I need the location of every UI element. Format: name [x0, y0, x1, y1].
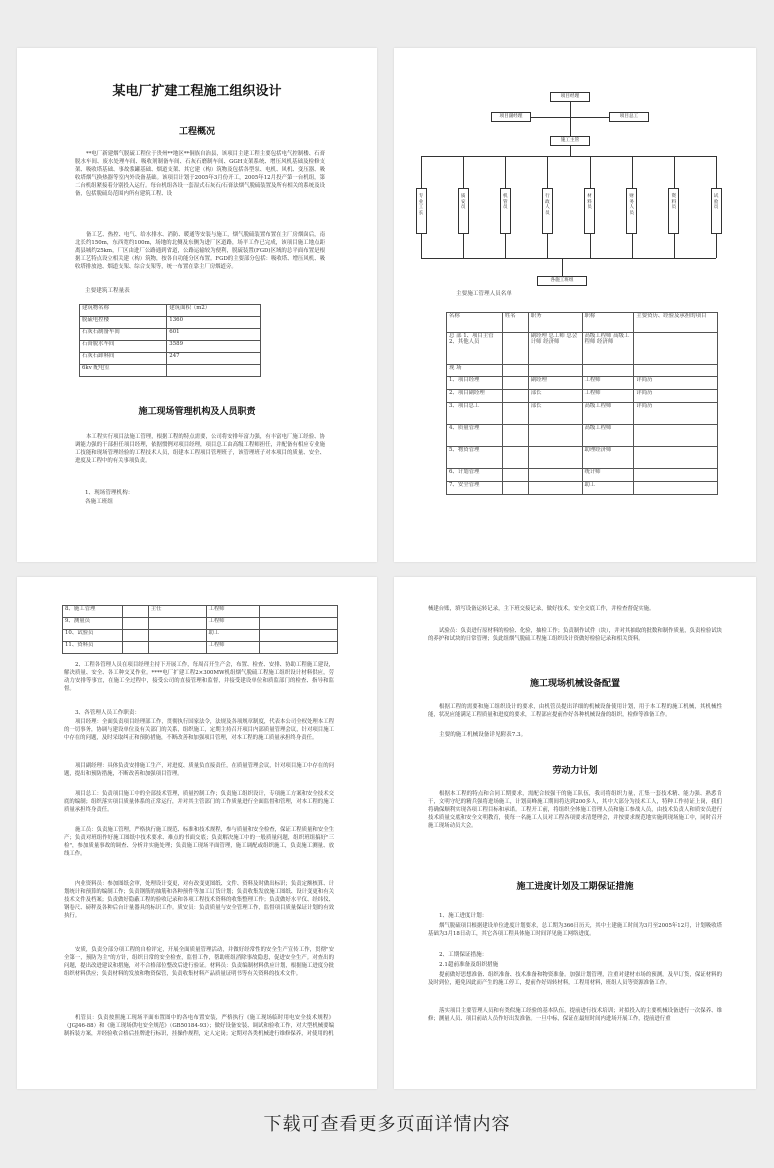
staff-list-title: 主要施工管理人员名单	[456, 291, 512, 297]
table-cell	[260, 618, 338, 630]
table-row	[80, 341, 261, 353]
table-cell	[260, 630, 338, 642]
table-row	[63, 618, 338, 630]
table-cell	[634, 425, 718, 447]
org-box-department: 机管员	[500, 188, 511, 234]
table-cell: 1、项目经理	[447, 377, 503, 390]
table-cell: 2、项目副经理	[447, 390, 503, 403]
page4-paragraph-3: 根据工程的需要和施工组织设计的要求，由机管员提出详细的机械设备使用计划，用于本工程的施工机械，其机械性能，状况应能满足工程质量和进度的要求，工程部应提前作好各种机械设备的组织，检修等准备工作。	[428, 704, 722, 719]
table-cell	[148, 630, 206, 642]
table-cell: 副经理 总工师 总会计师 经济师	[528, 333, 582, 365]
page4-paragraph-1: 械建台账，填写设备运转记录，主下班交接记录，做好技术，安全交底工作，并检查督促实施。	[428, 606, 655, 612]
overview-paragraph-1: **电厂新建烟气脱硫工程位于贵州**地区**侗族自治县，该项目主建工程主要包括电气控制楼、石膏脱水车间、废水处理车间、吸收剂制备车间、石灰石磨制车间、GGH支架系统、增压风机基础及检修支架、吸收塔基础、事故浆罐基础、烟道支架、其它建（构）筑物及包括各型泵、电机、风机、变压器、吸收塔烟气换热器等室内外设备基础。该项目计划于2005年3月份开工，2005年12月投产第一台机组，第二台机组紧接着分别投入运行。每台机组各设一套湿式石灰石/石膏法烟气脱硫装置及所有相关的系统及设备，包括脱硫岛范围内所有建筑工程、设	[75, 151, 325, 198]
table-cell: 高级工程师	[582, 403, 634, 425]
page4-line-preparation: 2.1超前准备及组织措施	[439, 962, 499, 968]
table-row	[447, 482, 718, 495]
table-row	[447, 403, 718, 425]
table-row	[80, 317, 261, 329]
page3-paragraph-1: 2、工程各管理人员在项目经理主持下开展工作，每周召开生产会，布置、检查、安排、协助工程施工建设，解决质量、安全、各工种交叉作业。****电厂扩建工程2×300MW机组烟气脱硫工程施工组织设计材料供应，劳动力安排等事宜，在施工全过程中，接受公司的直接管理和监督，并接受建设单位和质监部门的检查、指导和监督。	[64, 662, 334, 693]
table-cell	[634, 333, 718, 365]
org-box-department: 质安员	[458, 188, 469, 234]
table-cell: 石膏脱水车间	[80, 341, 167, 353]
table-cell: 工程师	[582, 390, 634, 403]
table-row	[447, 365, 718, 377]
table-cell: 工程师	[206, 606, 260, 618]
table-cell: 助工	[206, 630, 260, 642]
table-cell: 详简历	[634, 390, 718, 403]
section-title-overview: 工程概况	[178, 127, 215, 137]
page4-paragraph-staffing: 落实项目主要管理人员和有类似施工经验的基本队伍，提前进行技术培训；对拟投入的主要机械设备进行一次保养、维修；测量人员、项目前站人员作好出发准备。一旦中标，保证在最短时间内进场开展工作，提前进行重	[428, 1008, 722, 1023]
table-header-row	[447, 313, 718, 333]
table-row	[447, 469, 718, 482]
building-volume-table	[79, 304, 261, 377]
table-cell	[260, 606, 338, 618]
org-box-department: 财务人员	[626, 188, 637, 234]
table-cell: 石灰石制备车间	[80, 329, 167, 341]
management-line-2: 各施工班组	[85, 499, 113, 505]
page3-paragraph-chief: 项目总工：负责项目施工中的全部技术管理，质量控制工作；负责施工组织设计，专项施工方案和安全技术交底的编制；组织落实项目质量体系的正常运行，并对其主管部门的工作质量进行全面监督和管理，对本工程的施工质量承担终身责任。	[64, 791, 334, 814]
table-cell: 247	[167, 353, 261, 365]
table-cell: 8、施工管理	[63, 606, 123, 618]
table-cell	[260, 642, 338, 654]
table-row	[447, 377, 718, 390]
table-cell: 助工	[582, 482, 634, 495]
page3-paragraph-machinery: 机管员：负责按照施工现场平面布置图中的各电布置安装，严格执行《施工现场临时用电安全技术规程》（JGJ46-88）和《施工现场供电安全规范》（GB50184-93）；做好设备安装、调试和验收工作，对大型机械要编制拆装方案，并经验收合格后挂牌进行标识，挂操作规程，定人定岗；定期对各类机械进行维修保养，对使用的机	[64, 1015, 334, 1038]
download-more-banner[interactable]: 下载可查看更多页面详情内容	[263, 1114, 511, 1135]
page4-paragraph-preparation: 提前做好思想准备、组织准备、技术准备和物资准备。加强计划管理，注重对建材市场的预测，及早订货，保证材料的及时到位，避免因此而产生的施工停工，提前作好周转材料，工程用材料，班组人员等资源准备工作。	[428, 972, 722, 987]
table-cell: 6、计划管理	[447, 469, 503, 482]
org-box-chief-engineer: 项目总工	[609, 112, 649, 122]
table-cell: 脱硫电控楼	[80, 317, 167, 329]
org-box-department: 行政人员	[542, 188, 553, 234]
table-cell	[148, 618, 206, 630]
table-cell	[634, 469, 718, 482]
management-line-1: 1、现场管理机构：	[85, 490, 134, 496]
table-row	[80, 365, 261, 377]
overview-paragraph-2: 备工艺、热控、电气、给水排水、消防、暖通等安装与施工，烟气脱硫装置布置在主厂房烟囱后，南北长约150m，东西宽约100m，场地的北侧及东侧为进厂区道路，场平工作已完成，该项目施工地点距离县城约25km，厂区由进厂公路通到省道，公路运输较为便利，脱硫装置(FGD)区域的总平面布置是根据工艺特点设立相关建（构）筑物，按各自功能分区布置。FGD的主要部分包括：吸收塔、增压风机、吸收塔排放池、烟道支架、综合支架等，统一布置在靠主厂房烟道旁。	[75, 232, 325, 271]
page4-line-schedule: 1、施工进度计划：	[439, 913, 488, 919]
table-row	[447, 425, 718, 447]
table-cell: 部长	[528, 403, 582, 425]
table-cell: 高级工程师 高级工程师 经济师	[582, 333, 634, 365]
table-header-cell: 姓名	[502, 313, 528, 333]
table-cell: 3589	[167, 341, 261, 353]
page3-paragraph-deputy: 项目副经理：具体负责安排施工生产，对进度、质量负直接责任，在质量管理会议，针对项目施工中存在的问题，提出和预防措施，不断改善和加强项目管理。	[64, 763, 334, 778]
org-box-deputy-manager: 项目副经理	[491, 112, 531, 122]
table-row	[447, 447, 718, 469]
org-box-department: 专业工长	[416, 188, 427, 234]
table-cell	[528, 482, 582, 495]
page4-paragraph-schedule: 烟气脱硫项目根据建设单位进度计划要求，总工期为366日历天，其中土建施工时间为3月至2005年12月，计划吸收塔基础为3月18日动工，其它各项工程具体施工时间详见施工网络进度。	[428, 923, 722, 938]
page3-paragraph-clerk: 内业资料员：参加图纸会审，处理设计变更，对有改变更图纸、文件、资料及时做出标识；负责定额核算、计划统计和预算的编制工作；负责钢筋的抽筋和各种预件等加工订货计划；负责收集发放施工图纸、设计变更和有关技术文件及档案；负责做好隐蔽工程的验收记录和各项工程技术资料的收集整理工作；负责做好水平仪、经纬仪、钢卷尺、磅秤及各种后台计量器具的标识工作。质安员：负责质量与安全管理工作，监督项目质量保证计划的有效执行。	[64, 881, 334, 920]
table-cell: 工程师	[206, 618, 260, 630]
table-header-cell: 主要资历、经验及承担的项目	[634, 313, 718, 333]
document-page-2	[394, 48, 756, 562]
page4-paragraph-labor: 根据本工程的特点和合同工期要求，需配合较强干的施工队伍，我司将组织力量，汇集一套技术精、能力强、熟悉肯干，文明守纪的精兵强将进场施工，计划高峰施工期间将达到200多人，其中大部分为技术工人，特种工作持证上岗，我们将确保顺利实现各项工程目标和承诺。工程开工前，将组织全体施工管理人员和施工参战人员，由技术负责人和质安员进行技术质量交底和安全文明教育，使每一名施工人员对工程各项要求清楚理会，并按要求规范地实施到现场施工中，同时召开施工现场动员大会。	[428, 791, 722, 830]
table-cell: 工程师	[206, 642, 260, 654]
section-title-management: 施工现场管理机构及人员职责	[138, 407, 256, 417]
section-title-labor: 劳动力计划	[552, 766, 598, 776]
table-row	[80, 305, 261, 317]
staff-table-continued	[62, 605, 338, 654]
org-box-construction-teams: 各施工班组	[537, 276, 587, 286]
table-cell	[502, 482, 528, 495]
table-cell	[122, 630, 148, 642]
table-cell: 详简历	[634, 403, 718, 425]
page3-paragraph-safety: 安质，负责分部分项工程的自检评定，开展全面质量管理活动，并做好经常性的安全生产宣传工作，贯彻"安全第一，预防为主"的方针，组织日常的安全检查，监督工作，帮助班组消除事故隐患，促进安全生产。对查出的问题，提出改进建议和措施，对不合格部位整改后进行验证。材料员：负责编制材料供应计划，根据施工进度分批组织材料供应；负责材料的发放和物资保管，负责收集材料产品质量证明书等有关资料的技术文件。	[64, 947, 334, 978]
table-cell	[634, 447, 718, 469]
table-cell	[122, 642, 148, 654]
table-cell	[502, 469, 528, 482]
org-box-department: 材料员	[584, 188, 595, 234]
table-cell	[634, 482, 718, 495]
table-cell: 建筑面积（m2）	[167, 305, 261, 317]
table-cell: 工程师	[582, 377, 634, 390]
table-cell: 10、试验员	[63, 630, 123, 642]
document-page-1	[17, 48, 377, 562]
table-cell: 助理经济师	[582, 447, 634, 469]
table-cell: 6kv 配电室	[80, 365, 167, 377]
table-row	[80, 353, 261, 365]
table-cell: 高级工程师	[582, 425, 634, 447]
table-cell: 部长	[528, 390, 582, 403]
table-cell: 9、测量员	[63, 618, 123, 630]
table-cell	[582, 365, 634, 377]
page3-paragraph-pm: 项目经理：全面负责项目经理部工作，贯彻执行国家法令，法规及各项规章制度，代表本公司全权处理本工程的一切事务，协调与建设单位及有关部门的关系，组织施工，定期主持召开项目内部质量管理会议，针对项目施工中存在的问题，及时采取纠正和预防措施，不断改善和加强项目管理，对本工程的施工质量承担终身责任。	[64, 719, 334, 742]
document-title: 某电厂扩建工程施工组织设计	[112, 84, 282, 99]
table-row	[80, 329, 261, 341]
document-page-4	[394, 577, 756, 1089]
table-cell	[122, 618, 148, 630]
table-cell	[528, 469, 582, 482]
table-cell: 3、项目总工	[447, 403, 503, 425]
table-cell	[502, 377, 528, 390]
org-box-construction-director: 施工主管	[550, 136, 590, 146]
section-title-machinery: 施工现场机械设备配置	[529, 679, 620, 689]
table-cell: 石灰石卸料间	[80, 353, 167, 365]
page3-paragraph-constructor: 施工员：负责施工管理，严格执行施工规范、标准和技术规程，参与质量和安全检查，保证工程质量和安全生产；负责对班组作好施工图纸中技术要求、难点的书面交底；负责解决施工中的一般质量问题，组织班组搞好"三检"，参加质量事故的调查、分析并实施处理；负责施工现场平面管理，施工调配或组织施工，负责施工测量、放线工作。	[64, 827, 334, 858]
table-row	[447, 390, 718, 403]
table-cell	[528, 425, 582, 447]
table-cell	[148, 642, 206, 654]
table-cell: 建筑物名称	[80, 305, 167, 317]
page4-paragraph-2: 试验员：负责进行原材料的检验、化验，抽检工作；负责制作试件（块），并对其抽取的批数和制作质量，负责检验试块的养护和试块的日常管理；负此组烟气脱硫工程施工组织设计资做好检验记录和相关资料。	[428, 628, 722, 643]
management-paragraph: 本工程实行项目法施工管理，根据工程的特点需要，公司将安排年富力强，有丰富电厂施工经验、协调能力强的干部担任项目经理，依据惯例对项目经理，项目总工由高级工程师担任，并配备有相应专业施工技能和现场管理经验的工程技术人员，组建本工程项目管理班子，该管理班子对本项目的质量、安全、进度及工程中的有关事项负责。	[75, 434, 325, 465]
table-cell: 1360	[167, 317, 261, 329]
table-cell	[502, 365, 528, 377]
table-cell	[502, 425, 528, 447]
table-cell	[167, 365, 261, 377]
table-cell	[528, 365, 582, 377]
table-header-cell: 职务	[528, 313, 582, 333]
table-header-cell: 职称	[582, 313, 634, 333]
table-cell: 5、物资管理	[447, 447, 503, 469]
org-box-department: 试验员	[711, 188, 722, 234]
page4-line-equipment: 主要的施工机械设备详见附表7.3。	[439, 732, 527, 738]
page4-line-guarantee: 2、工期保证措施：	[439, 952, 488, 958]
table-cell	[502, 333, 528, 365]
staff-table	[446, 312, 718, 495]
table-cell: 总 部 1、项目主管 2、其他人员	[447, 333, 503, 365]
table-cell: 主任	[148, 606, 206, 618]
table-row	[447, 333, 718, 365]
table-cell	[634, 365, 718, 377]
table-row	[63, 642, 338, 654]
org-box-project-manager: 项目经理	[550, 92, 590, 102]
volume-table-caption: 主要建筑工程量表	[85, 288, 130, 294]
table-cell	[528, 447, 582, 469]
table-row	[63, 630, 338, 642]
table-cell	[122, 606, 148, 618]
table-header-cell: 名称	[447, 313, 503, 333]
table-cell	[502, 403, 528, 425]
table-cell: 统计师	[582, 469, 634, 482]
table-cell: 副经理	[528, 377, 582, 390]
document-page-3	[17, 577, 377, 1089]
org-box-department: 资料员	[668, 188, 679, 234]
table-cell	[502, 390, 528, 403]
table-cell	[502, 447, 528, 469]
table-cell: 11、资料员	[63, 642, 123, 654]
table-row	[63, 606, 338, 618]
page3-line-duties: 3、各管理人员工作职责：	[75, 710, 141, 716]
table-cell: 7、安全管理	[447, 482, 503, 495]
section-title-schedule: 施工进度计划及工期保证措施	[516, 882, 634, 892]
table-cell: 601	[167, 329, 261, 341]
table-cell: 详简历	[634, 377, 718, 390]
table-cell: 4、质量管理	[447, 425, 503, 447]
table-cell: 现 场	[447, 365, 503, 377]
